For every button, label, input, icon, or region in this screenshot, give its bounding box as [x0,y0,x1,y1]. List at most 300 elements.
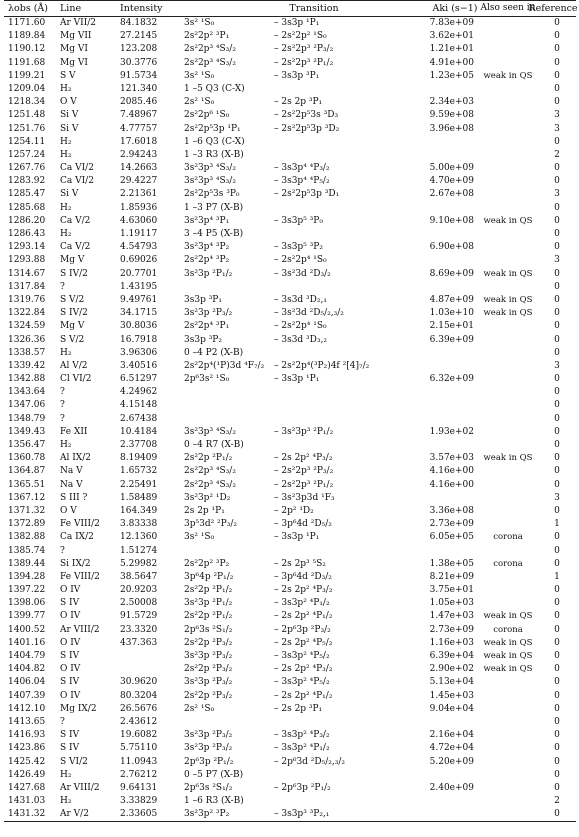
line-cell: S III ? [60,492,88,503]
line-cell: H₂ [60,202,72,213]
intensity-cell: 9.64131 [120,782,158,793]
intensity-cell: 1.65732 [120,466,158,477]
aki-cell: 1.23e+05 [429,70,474,81]
also-seen-cell: weak in QS [483,611,533,622]
aki-cell: 3.36e+08 [429,505,474,516]
lower-level-cell: 2p⁶3s ²S₁/₂ [184,782,233,793]
table-row [4,413,576,426]
upper-level-cell: – 3s²3p³ ²P₁/₂ [274,426,334,437]
line-cell: ? [60,387,65,398]
aki-cell: 2.16e+04 [429,730,474,741]
wavelength-cell: 1407.39 [8,690,46,701]
line-cell: Cl VI/2 [60,374,92,385]
also-seen-cell: weak in QS [483,70,533,81]
line-cell: Ca VI/2 [60,176,94,187]
aki-cell: 6.39e+09 [429,334,474,345]
wavelength-cell: 1251.48 [8,110,46,121]
line-cell: Si IX/2 [60,558,91,569]
lower-level-cell: 2s² ¹S₀ [184,703,215,714]
aki-cell: 4.91e+00 [429,57,474,68]
aki-cell: 1.21e+01 [429,44,474,55]
line-cell: Fe XII [60,426,88,437]
line-cell: O IV [60,611,81,622]
lower-level-cell: 3s²3p ²P₃/₂ [184,677,233,688]
line-cell: H₂ [60,229,72,239]
line-cell: S IV/2 [60,268,88,279]
table-row [4,136,576,149]
upper-level-cell: – 2s²2p³ ²P₃/₂ [274,466,334,477]
line-cell: S IV [60,598,80,609]
lower-level-cell: 2s²2p³ ⁴S₃/₂ [184,44,236,55]
aki-cell: 2.15e+01 [429,321,474,332]
intensity-cell: 2.43612 [120,716,158,727]
lower-level-cell: 3s² ¹S₀ [184,532,215,543]
reference-cell: 0 [554,756,560,767]
lower-level-cell: 2s 2p ¹P₁ [184,505,225,516]
upper-level-cell: – 2p² ¹D₂ [274,505,314,516]
table-row [4,320,576,333]
line-cell: Fe VIII/2 [60,519,100,530]
wavelength-cell: 1338.57 [8,347,46,358]
reference-cell: 0 [554,176,560,187]
table-row [4,650,576,663]
aki-cell: 3.57e+03 [429,453,474,464]
line-cell: Ar VII/2 [60,18,97,28]
upper-level-cell: – 2p⁶3d ²D₅/₂,₃/₂ [274,756,345,767]
lower-level-cell: 3s² ¹S₀ [184,18,215,28]
reference-cell: 0 [554,70,560,81]
intensity-cell: 9.49761 [120,294,158,305]
upper-level-cell: – 3p⁶4d ²D₅/₂ [274,519,332,530]
reference-cell: 0 [554,782,560,793]
header-aki: Aki (s−1) [432,3,478,14]
wavelength-cell: 1314.67 [8,268,46,279]
wavelength-cell: 1404.82 [8,664,46,675]
lower-level-cell: 2s²2p ²P₁/₂ [184,453,233,464]
wavelength-cell: 1285.47 [8,189,46,200]
table-row [4,334,576,347]
line-cell: S VI/2 [60,756,88,767]
also-seen-cell: weak in QS [483,268,533,279]
lower-level-cell: 3s²3p ²P₃/₂ [184,743,233,754]
upper-level-cell: – 2p⁶3p ²P₁/₂ [274,782,331,793]
reference-cell: 0 [554,651,560,661]
aki-cell: 3.75e+01 [429,585,474,596]
aki-cell: 5.13e+04 [429,677,474,688]
intensity-cell: 3.96306 [120,347,158,358]
lower-level-cell: 2s²2p ²P₁/₂ [184,611,233,622]
intensity-cell: 30.8036 [120,321,158,332]
upper-level-cell: – 3p⁶4d ²D₃/₂ [274,571,332,582]
intensity-cell: 29.4227 [120,176,158,187]
intensity-cell: 6.51297 [120,374,158,385]
reference-cell: 0 [554,585,560,596]
intensity-cell: 4.15148 [120,400,158,411]
line-cell: Mg VI [60,57,88,68]
wavelength-cell: 1283.92 [8,176,46,187]
table-row [4,386,576,399]
intensity-cell: 2.25491 [120,479,158,490]
table-row [4,399,576,412]
lower-level-cell: 2s²2p⁵3s ³P₀ [184,189,240,200]
upper-level-cell: – 3s²3d ²D₃/₂ [274,268,331,279]
lower-level-cell: 3p⁵3d² ²P₃/₂ [184,519,237,530]
table-row [4,109,576,122]
intensity-cell: 2.94243 [120,149,158,160]
table-row [4,729,576,742]
wavelength-cell: 1423.86 [8,743,46,754]
reference-cell: 0 [554,479,560,490]
lower-level-cell: 1 –5 Q3 (C-X) [184,83,245,94]
intensity-cell: 1.51274 [120,545,158,556]
table-row [4,663,576,676]
lower-level-cell: 0 –4 P2 (X-B) [184,347,244,358]
wavelength-cell: 1397.22 [8,585,46,596]
line-cell: Na V [60,479,83,490]
reference-cell: 3 [554,110,560,121]
table-row [4,492,576,505]
table-row [4,690,576,703]
reference-cell: 2 [554,796,560,807]
line-cell: S V [60,70,76,81]
wavelength-cell: 1364.87 [8,466,46,477]
line-cell: H₂ [60,149,72,160]
reference-cell: 2 [554,149,560,160]
reference-cell: 0 [554,769,560,780]
line-cell: Mg IX/2 [60,703,97,714]
reference-cell: 0 [554,97,560,108]
reference-cell: 3 [554,123,560,134]
lower-level-cell: 1 –6 Q3 (C-X) [184,136,245,147]
table-row [4,756,576,769]
reference-cell: 0 [554,624,560,635]
upper-level-cell: – 3s3p ¹P₁ [274,374,320,385]
also-seen-cell: weak in QS [483,294,533,305]
table-row [4,597,576,610]
aki-cell: 5.20e+09 [429,756,474,767]
lower-level-cell: 3s3p ³P₂ [184,334,222,345]
wavelength-cell: 1400.52 [8,624,46,635]
intensity-cell: 3.40516 [120,360,158,371]
upper-level-cell: – 2s²2p⁴(³P₂)4f ²[4]₇/₂ [274,360,370,371]
reference-cell: 0 [554,545,560,556]
line-cell: Ar VIII/2 [60,782,100,793]
line-cell: Al IX/2 [60,453,91,464]
line-cell: Mg V [60,321,85,332]
upper-level-cell: – 3s3p ¹P₁ [274,532,320,543]
upper-level-cell: – 2s²2p⁴ ¹S₀ [274,321,327,332]
table-row [4,96,576,109]
reference-cell: 3 [554,360,560,371]
reference-cell: 0 [554,558,560,569]
intensity-cell: 2.33605 [120,809,158,820]
table-row [4,452,576,465]
table-row [4,202,576,215]
table-row [4,479,576,492]
upper-level-cell: – 2s²2p⁴ ¹S₀ [274,255,327,266]
wavelength-cell: 1286.43 [8,229,46,239]
wavelength-cell: 1322.84 [8,308,46,319]
wavelength-cell: 1254.11 [8,136,46,147]
intensity-cell: 1.58489 [120,492,158,503]
wavelength-cell: 1399.77 [8,611,46,622]
line-cell: Ca V/2 [60,215,91,226]
lower-level-cell: 3p⁶4p ²P₁/₂ [184,571,234,582]
aki-cell: 2.73e+09 [429,519,474,530]
intensity-cell: 11.0943 [120,756,158,767]
wavelength-cell: 1199.21 [8,70,46,81]
upper-level-cell: – 2s 2p² ⁴P₃/₂ [274,585,333,596]
intensity-cell: 38.5647 [120,571,158,582]
table-row [4,57,576,70]
also-seen-cell: corona [493,532,523,543]
lower-level-cell: 2s²2p² ³P₁ [184,31,230,42]
line-cell: Ar V/2 [60,809,89,820]
lower-level-cell: 3s²3p² ³P₂ [184,809,230,820]
line-cell: O V [60,97,77,108]
header-transition: Transition [289,3,339,14]
table-row [4,795,576,808]
wavelength-cell: 1293.14 [8,242,46,253]
lower-level-cell: 2s²2p⁴ ³P₂ [184,255,230,266]
aki-cell: 1.38e+05 [429,558,474,569]
aki-cell: 2.90e+02 [429,664,474,675]
wavelength-cell: 1401.16 [8,637,46,648]
header-intensity: Intensity [120,3,163,14]
line-cell: Ar VIII/2 [60,624,100,635]
header-wavelength: λobs (Å) [8,3,48,14]
upper-level-cell: – 2s 2p³ ⁵S₂ [274,558,326,569]
intensity-cell: 27.2145 [120,31,158,42]
wavelength-cell: 1319.76 [8,294,46,305]
line-cell: Ca V/2 [60,242,91,253]
aki-cell: 9.10e+08 [429,215,474,226]
lower-level-cell: 2s²2p³ ⁴S₃/₂ [184,57,236,68]
wavelength-cell: 1367.12 [8,492,46,503]
header-also-seen: Also seen in [480,3,536,13]
reference-cell: 0 [554,31,560,42]
line-cell: Fe VIII/2 [60,571,100,582]
table-row [4,360,576,373]
upper-level-cell: – 2s 2p² ⁴P₅/₂ [274,637,333,648]
table-row [4,347,576,360]
table-row [4,742,576,755]
upper-level-cell: – 2s²2p² ¹S₀ [274,31,327,42]
line-cell: H₂ [60,83,72,94]
lower-level-cell: 1 –3 P7 (X-B) [184,202,244,213]
lower-level-cell: 0 –5 P7 (X-B) [184,769,244,780]
reference-cell: 0 [554,743,560,754]
reference-cell: 0 [554,730,560,741]
upper-level-cell: – 2s 2p² ⁴P₃/₂ [274,664,333,675]
reference-cell: 0 [554,387,560,398]
header-reference: Reference [528,3,578,14]
upper-level-cell: – 2p⁶3p ²P₃/₂ [274,624,331,635]
also-seen-cell: weak in QS [483,215,533,226]
upper-level-cell: – 2s²2p³ ²P₃/₂ [274,44,334,55]
wavelength-cell: 1356.47 [8,440,46,450]
line-cell: O IV [60,690,81,701]
upper-level-cell: – 3s3p² ⁴P₃/₂ [274,730,330,741]
upper-level-cell: – 2s²2p⁵3p ³D₁ [274,189,340,200]
upper-level-cell: – 3s²3d ²D₅/₂,₃/₂ [274,308,344,319]
line-cell: Al V/2 [60,360,88,371]
upper-level-cell: – 3s3p ³P₁ [274,70,320,81]
line-cell: ? [60,413,65,424]
line-cell: H₂ [60,347,72,358]
lower-level-cell: 2s²2p⁵3p ¹P₁ [184,123,241,134]
table-row [4,769,576,782]
wavelength-cell: 1389.44 [8,558,46,569]
table-row [4,268,576,281]
wavelength-cell: 1372.89 [8,519,46,530]
wavelength-cell: 1385.74 [8,545,46,556]
aki-cell: 8.21e+09 [429,571,474,582]
lower-level-cell: 2p⁶3p ²P₁/₂ [184,756,234,767]
table-row [4,545,576,558]
intensity-cell: 4.54793 [120,242,158,253]
upper-level-cell: – 2s 2p² ⁴P₁/₂ [274,690,333,701]
intensity-cell: 26.5676 [120,703,158,714]
wavelength-cell: 1257.24 [8,149,46,160]
table-row [4,584,576,597]
wavelength-cell: 1398.06 [8,598,46,609]
spectral-line-table [4,0,576,822]
lower-level-cell: 3s²3p ²P₃/₂ [184,651,233,661]
lower-level-cell: 2p⁶3s² ¹S₀ [184,374,230,385]
lower-level-cell: 3s²3p ²P₁/₂ [184,268,233,279]
aki-cell: 5.00e+09 [429,163,474,174]
table-row [4,426,576,439]
line-cell: Ca IX/2 [60,532,94,543]
intensity-cell: 19.6082 [120,730,158,741]
line-cell: ? [60,716,65,727]
intensity-cell: 30.9620 [120,677,158,688]
table-row [4,465,576,478]
line-cell: Si V [60,110,79,121]
table-row [4,518,576,531]
aki-cell: 4.70e+09 [429,176,474,187]
reference-cell: 0 [554,413,560,424]
lower-level-cell: 3s² ¹S₀ [184,70,215,81]
intensity-cell: 7.48967 [120,110,158,121]
lower-level-cell: 3s²3p³ ⁴S₃/₂ [184,176,236,187]
intensity-cell: 1.19117 [120,229,158,239]
reference-cell: 0 [554,163,560,174]
lower-level-cell: 2s²2p⁶ ¹S₀ [184,110,230,121]
intensity-cell: 80.3204 [120,690,158,701]
reference-cell: 0 [554,677,560,688]
wavelength-cell: 1431.32 [8,809,46,820]
wavelength-cell: 1431.03 [8,796,46,807]
wavelength-cell: 1324.59 [8,321,46,332]
line-cell: O IV [60,637,81,648]
wavelength-cell: 1293.88 [8,255,46,266]
reference-cell: 0 [554,202,560,213]
table-row [4,241,576,254]
table-row [4,505,576,518]
wavelength-cell: 1285.68 [8,202,46,213]
lower-level-cell: 3s3p ³P₁ [184,294,222,305]
intensity-cell: 4.63060 [120,215,158,226]
wavelength-cell: 1347.06 [8,400,46,411]
intensity-cell: 3.33829 [120,796,158,807]
table-row [4,70,576,83]
aki-cell: 9.59e+08 [429,110,474,121]
line-cell: S IV [60,677,80,688]
intensity-cell: 2085.46 [120,97,158,108]
intensity-cell: 14.2663 [120,163,158,174]
table-row [4,30,576,43]
reference-cell: 0 [554,281,560,292]
wavelength-cell: 1251.76 [8,123,46,134]
wavelength-cell: 1425.42 [8,756,46,767]
table-row [4,17,576,30]
wavelength-cell: 1191.68 [8,57,46,68]
reference-cell: 0 [554,57,560,68]
upper-level-cell: – 2s 2p² ⁴P₁/₂ [274,611,333,622]
header-line: Line [60,3,82,14]
line-cell: S IV [60,651,80,661]
line-cell: Mg VII [60,31,92,42]
reference-cell: 0 [554,598,560,609]
line-cell: O V [60,505,77,516]
wavelength-cell: 1348.79 [8,413,46,424]
aki-cell: 9.04e+04 [429,703,474,714]
line-cell: Si V [60,123,79,134]
wavelength-cell: 1394.28 [8,571,46,582]
lower-level-cell: 2s²2p³ ⁴S₃/₂ [184,479,236,490]
wavelength-cell: 1426.49 [8,769,46,780]
reference-cell: 3 [554,492,560,503]
intensity-cell: 2.67438 [120,413,158,424]
line-cell: O IV [60,585,81,596]
also-seen-cell: weak in QS [483,453,533,464]
intensity-cell: 2.76212 [120,769,158,780]
upper-level-cell: – 3s3p² ⁴P₅/₂ [274,677,330,688]
line-cell: ? [60,400,65,411]
upper-level-cell: – 3s3p⁴ ⁴P₃/₂ [274,163,330,174]
intensity-cell: 84.1832 [120,18,158,28]
table-row [4,439,576,452]
table-row [4,676,576,689]
table-row [4,254,576,267]
aki-cell: 8.69e+09 [429,268,474,279]
aki-cell: 4.72e+04 [429,743,474,754]
intensity-cell: 437.363 [120,637,158,648]
aki-cell: 1.45e+03 [429,690,474,701]
wavelength-cell: 1412.10 [8,703,46,714]
lower-level-cell: 2s²2p² ³P₂ [184,558,230,569]
wavelength-cell: 1342.88 [8,374,46,385]
wavelength-cell: 1209.04 [8,83,46,94]
intensity-cell: 30.3776 [120,57,158,68]
reference-cell: 0 [554,242,560,253]
wavelength-cell: 1267.76 [8,163,46,174]
line-cell: Mg V [60,255,85,266]
reference-cell: 0 [554,809,560,820]
table-row [4,294,576,307]
table-row [4,149,576,162]
line-cell: S IV/2 [60,308,88,319]
line-cell: S V/2 [60,334,85,345]
lower-level-cell: 2s²2p³ ⁴S₃/₂ [184,466,236,477]
upper-level-cell: – 3s3p⁵ ³P₂ [274,242,323,253]
aki-cell: 1.93e+02 [429,426,474,437]
wavelength-cell: 1406.04 [8,677,46,688]
lower-level-cell: 2s²2p⁴ ³P₁ [184,321,230,332]
aki-cell: 3.96e+08 [429,123,474,134]
